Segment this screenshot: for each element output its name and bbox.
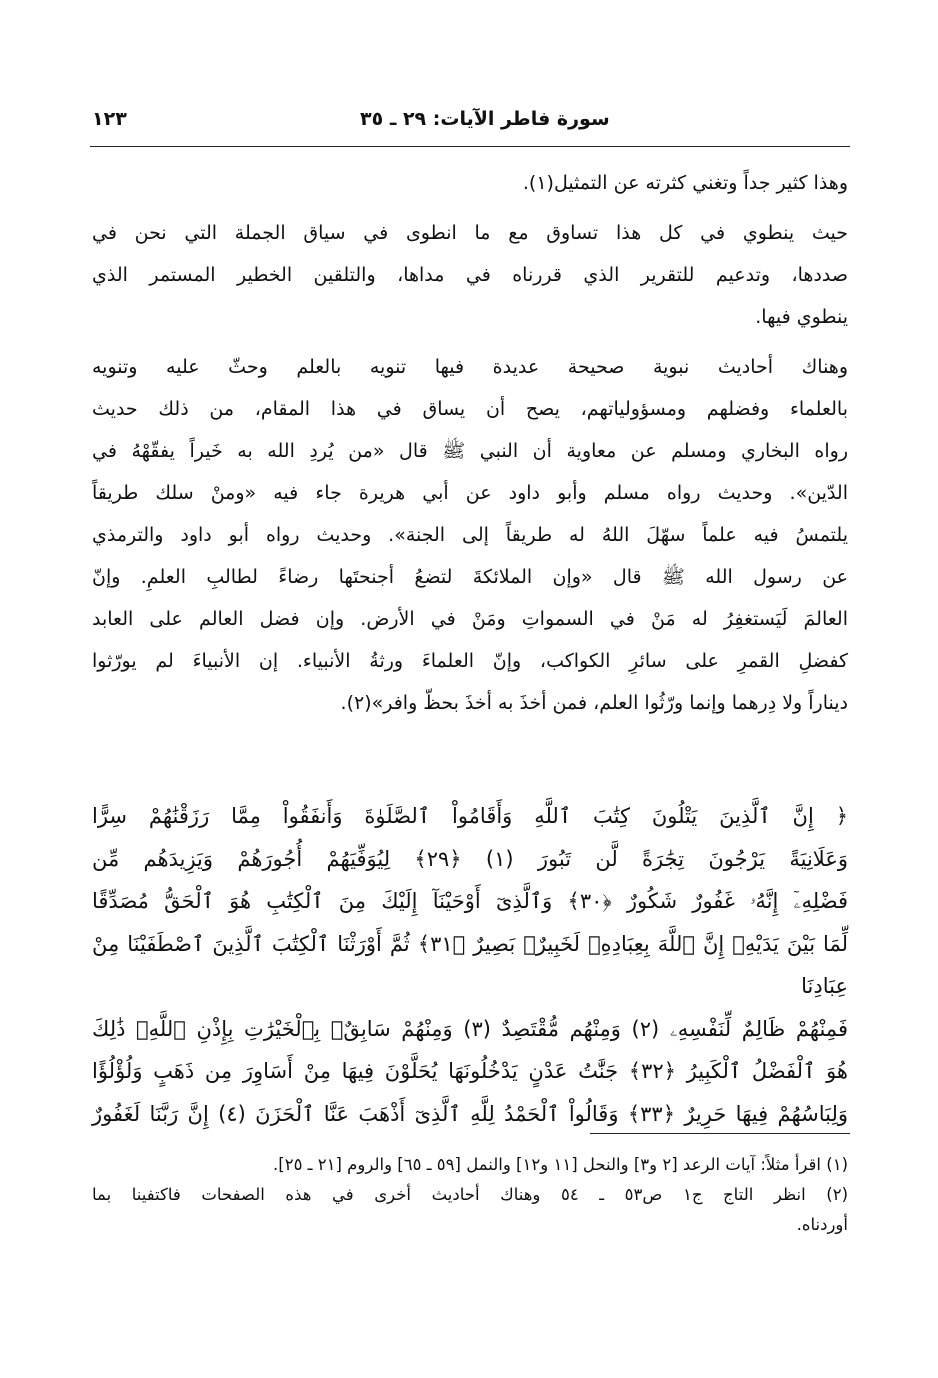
body-line: صددها، وتدعيم للتقرير الذي قررناه في مداها، والتلقين الخطير المستمر الذي — [92, 264, 848, 286]
quran-line: فَمِنْهُمْ ظَالِمٌ لِّنَفْسِهِۦ (٢) وَمِنْهُم مُّقْتَصِدٌ (٣) وَمِنْهُمْ سَابِقٌۢ بِٱلْخَيْرَٰتِ بِإِذْنِ ٱللَّهِۚ ذَٰلِكَ — [92, 1016, 848, 1041]
header-rule — [90, 146, 850, 147]
quran-line: فَضْلِهِۦٓ إِنَّهُۥ غَفُورٌ شَكُورٌ ﴿٣٠﴾ وَٱلَّذِىٓ أَوْحَيْنَآ إِلَيْكَ مِنَ ٱلْكِتَٰبِ هُوَ ٱلْحَقُّ مُصَدِّقًا — [92, 889, 848, 913]
body-line: الدّين». وحديث رواه مسلم وأبو داود عن أبي هريرة جاء فيه «ومنْ سلك طريقاً — [92, 482, 848, 504]
body-line: وهناك أحاديث نبوية صحيحة عديدة فيها تنويه بالعلم وحثّ عليه وتنويه — [92, 356, 848, 378]
body-line: حيث ينطوي في كل هذا تساوق مع ما انطوى في سياق الجملة التي نحن في — [92, 222, 848, 244]
quran-line: وَلِبَاسُهُمْ فِيهَا حَرِيرٌ ﴿٣٣﴾ وَقَالُواْ ٱلْحَمْدُ لِلَّهِ ٱلَّذِىٓ أَذْهَبَ عَنَّا ٱلْحَزَنَ (٤) إِنَّ رَبَّنَا لَغَفُورٌ — [92, 1101, 848, 1126]
quran-line: هُوَ ٱلْفَضْلُ ٱلْكَبِيرُ ﴿٣٢﴾ جَنَّٰتُ عَدْنٍ يَدْخُلُونَهَا يُحَلَّوْنَ فِيهَا مِنْ أَسَاوِرَ مِن ذَهَبٍ وَلُؤْلُؤًا — [92, 1059, 849, 1083]
quran-line: لِّمَا بَيْنَ يَدَيْهِۗ إِنَّ ٱللَّهَ بِعِبَادِهِۦ لَخَبِيرٌۢ بَصِيرٌ ﴿٣١﴾ ثُمَّ أَوْرَثْنَا ٱلْكِتَٰبَ ٱلَّذِينَ ٱصْطَفَيْنَا مِنْ عِبَادِنَا — [92, 931, 848, 998]
footnote: (٢) انظر التاج ج١ ص٥٣ ـ ٥٤ وهناك أحاديث أخرى في هذه الصفحات فاكتفينا بما — [92, 1185, 849, 1204]
footnote: أوردناه. — [796, 1215, 848, 1234]
quran-line: وَعَلَانِيَةً يَرْجُونَ تِجَٰرَةً لَّن تَبُورَ (١) ﴿٢٩﴾ لِيُوَفِّيَهُمْ أُجُورَهُمْ وَيَزِيدَهُم مِّن — [92, 846, 848, 871]
body-line: وهذا كثير جداً وتغني كثرته عن التمثيل(١). — [522, 172, 848, 194]
body-line: ينطوي فيها. — [755, 306, 848, 328]
running-title: سورة فاطر الآيات: ٢٩ ـ ٣٥ — [360, 108, 610, 130]
page-number: ١٢٣ — [92, 108, 127, 130]
body-text — [92, 162, 848, 724]
body-line: العالمَ لَيَستغفِرُ له مَنْ في السمواتِ ومَنْ في الأرض. وإن فضل العالم على العابد — [92, 608, 848, 630]
quran-passage — [92, 795, 848, 1135]
body-line: رواه البخاري ومسلم عن معاوية أن النبي ﷺ قال «من يُردِ الله به خَيراً يفقّهْهُ في — [92, 440, 848, 462]
body-line: عن رسول الله ﷺ قال «وإن الملائكةَ لتضعُ أجنحتَها رضاءً لطالبِ العلمِ. وإنّ — [92, 566, 848, 588]
quran-line: ﴿ إِنَّ ٱلَّذِينَ يَتْلُونَ كِتَٰبَ ٱللَّهِ وَأَقَامُواْ ٱلصَّلَوٰةَ وَأَنفَقُواْ مِمَّا رَزَقْنَٰهُمْ سِرًّا — [92, 804, 848, 828]
body-line: بالعلماء وفضلهم ومسؤولياتهم، يصح أن يساق في هذا المقام، من ذلك حديث — [92, 398, 848, 420]
footnote: (١) اقرأ مثلاً: آيات الرعد [٢ و٣] والنحل [١١ و١٢] والنمل [٥٩ ـ ٦٥] والروم [٢١ ـ ٢٥]. — [273, 1155, 848, 1174]
body-line: ديناراً ولا دِرهما وإنما ورّثُوا العلم، فمن أخذَ به أخذَ بحظّ وافر»(٢). — [340, 692, 848, 714]
footnotes — [92, 1150, 848, 1240]
body-line: كفضلِ القمرِ على سائرِ الكواكب، وإنّ العلماءَ ورثةُ الأنبياء. إن الأنبياءَ لم يورّثوا — [92, 650, 848, 672]
body-line: يلتمسُ فيه علماً سهّلَ اللهُ له طريقاً إلى الجنة». وحديث رواه أبو داود والترمذي — [92, 524, 848, 546]
footnote-rule — [590, 1133, 850, 1134]
